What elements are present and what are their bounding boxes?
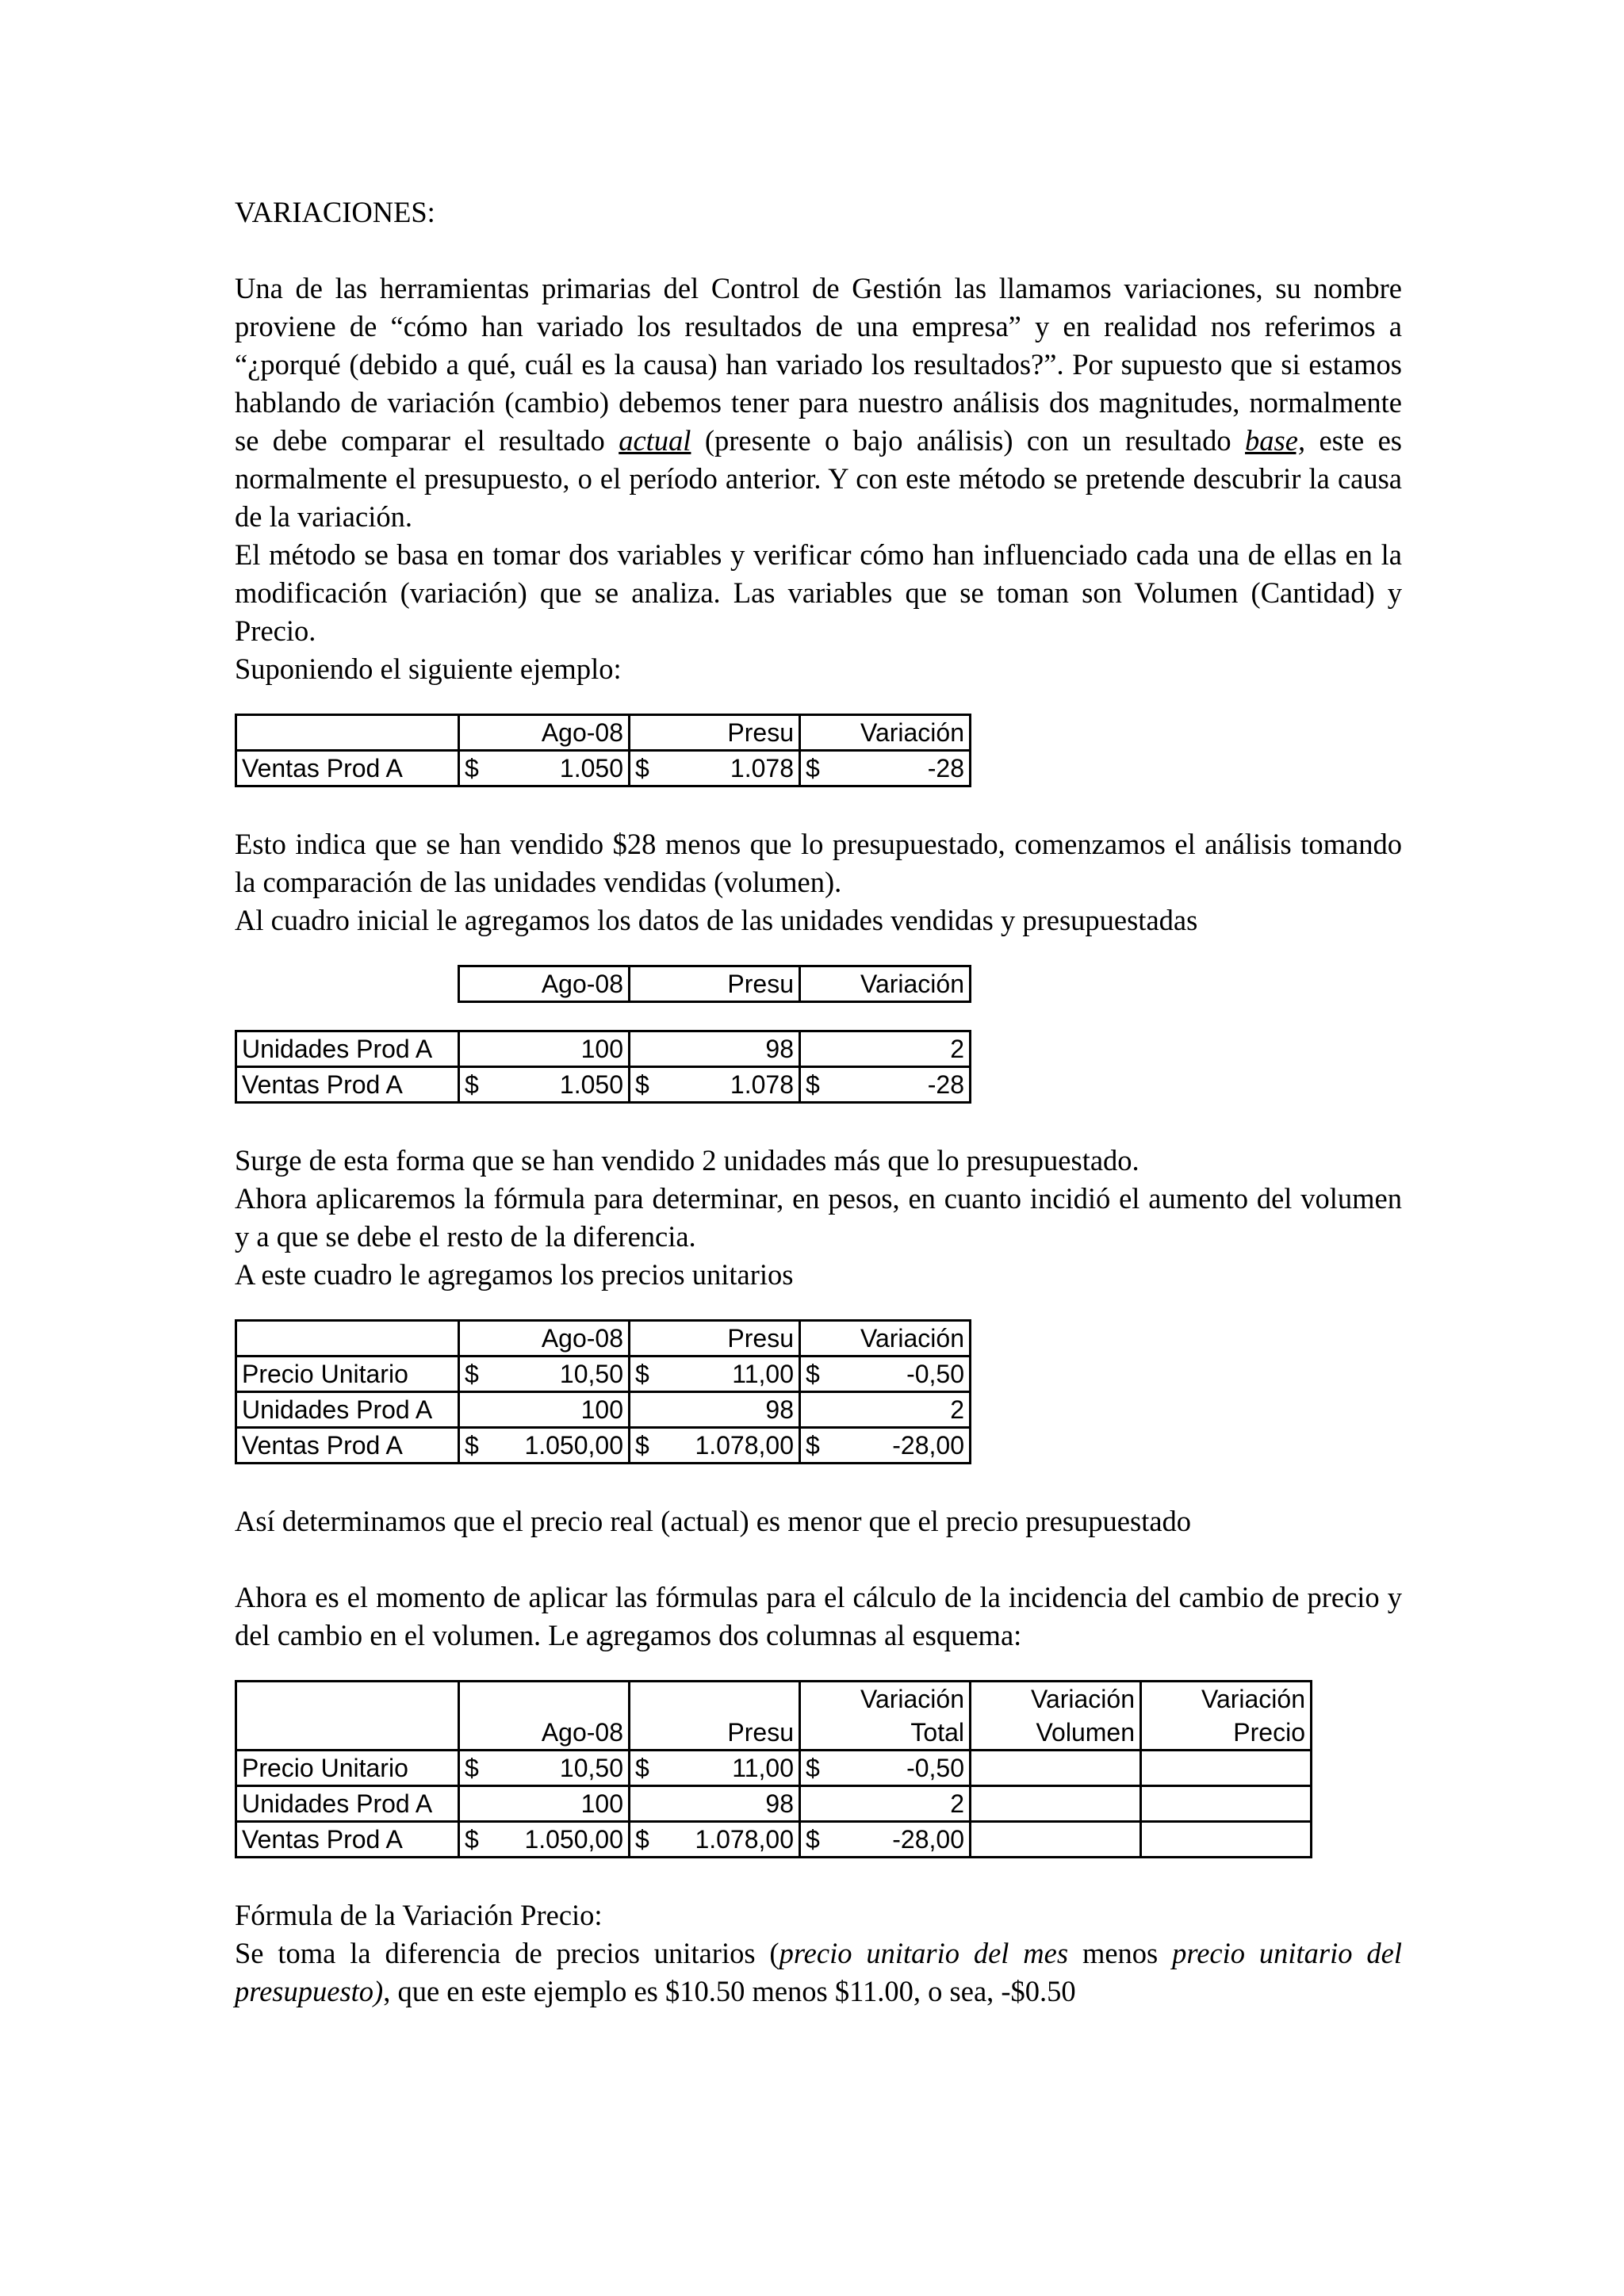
method-paragraph: El método se basa en tomar dos variables y verificar cómo han influenciado cada una de ellas en la modificación (variación) que se analiza. Las variables que se toman son Volumen (Cantidad) y Precio. [235,538,1402,647]
formula-title: Fórmula de la Variación Precio: [235,1899,603,1931]
table-variations [235,1680,1312,1858]
precios-paragraph: A este cuadro le agregamos los precios unitarios [235,1258,794,1291]
intro-paragraph [235,270,1402,536]
table-row: Precio Unitario $ 10,50 $ 11,00 $ -0,50 [236,1751,1312,1786]
example-paragraph: Suponiendo el siguiente ejemplo: [235,652,622,685]
table-row: Ventas Prod A $ 1.050 $ 1.078 $ -28 [236,751,971,786]
base-term: base, [1245,424,1306,457]
header-ago: Ago-08 [488,715,630,751]
header-variacion: Variación [829,715,971,751]
table-row: Ventas Prod A $ 1.050,00 $ 1.078,00 $ -28,00 [236,1428,971,1464]
surge-paragraph: Surge de esta forma que se han vendido 2 unidades más que lo presupuestado. [235,1144,1139,1177]
table-row: Unidades Prod A 100 98 2 [236,1786,1312,1822]
intro-text-2: (presente o bajo análisis) con un resultado [704,424,1231,457]
asi-paragraph: Así determinamos que el precio real (actual) es menor que el precio presupuestado [235,1505,1192,1537]
formulas-paragraph: Ahora es el momento de aplicar las fórmulas para el cálculo de la incidencia del cambio de precio y del cambio en el volumen. Le agregamos dos columnas al esquema: [235,1581,1402,1651]
document-page [235,193,1402,2011]
table-header-row: Ago-08 Presu Variación [236,1321,971,1357]
table-header-row [236,715,971,751]
table-header-row: Ago-08 Presu Total Volumen Precio [236,1716,1312,1751]
intro-text-1: Una de las herramientas primarias del Control de Gestión las llamamos variaciones, su nombre proviene de “cómo han variado los resultados de una empresa” y en realidad nos referimos a “¿porqué (debido a qué, cuál es la causa) han variado los resultados?”. Por supuesto que si estamos hablando de variación (cambio) debemos tener para nuestro análisis dos magnitudes, normalmente se debe comparar el resultado [235,272,1402,457]
table-row: Precio Unitario $ 10,50 $ 11,00 $ -0,50 [236,1357,971,1392]
table-row: Unidades Prod A 100 98 2 [236,1031,971,1067]
formula-paragraph: Se toma la diferencia de precios unitarios (precio unitario del mes menos precio unitario del presupuesto), que en este ejemplo es $10.50 menos $11.00, o sea, -$0.50 [235,1937,1402,2007]
header-presu: Presu [659,715,800,751]
table-units-sales [235,965,971,1104]
cuadro-paragraph: Al cuadro inicial le agregamos los datos de las unidades vendidas y presupuestadas [235,904,1198,936]
table-row: Unidades Prod A 100 98 2 [236,1392,971,1428]
table-sales-comparison [235,714,971,787]
table-row: Ventas Prod A $ 1.050 $ 1.078 $ -28 [236,1067,971,1103]
row-label: Ventas Prod A [236,751,459,786]
table-price-units-sales [235,1319,971,1464]
actual-term: actual [619,424,691,457]
table-header-row: Variación Variación Variación [236,1682,1312,1716]
table-row: Ventas Prod A $ 1.050,00 $ 1.078,00 $ -28,00 [236,1822,1312,1858]
table-header-row: Ago-08 Presu Variación [236,966,971,1002]
ahora-paragraph: Ahora aplicaremos la fórmula para determinar, en pesos, en cuanto incidió el aumento del volumen y a que se debe el resto de la diferencia. [235,1182,1402,1253]
page-title: VARIACIONES: [235,196,435,228]
indica-paragraph: Esto indica que se han vendido $28 menos que lo presupuestado, comenzamos el análisis tomando la comparación de las unidades vendidas (volumen). [235,828,1402,898]
intro-text-3: este es normalmente el presupuesto, o el período anterior. Y con este método se pretende descubrir la causa de la variación. [235,424,1403,533]
